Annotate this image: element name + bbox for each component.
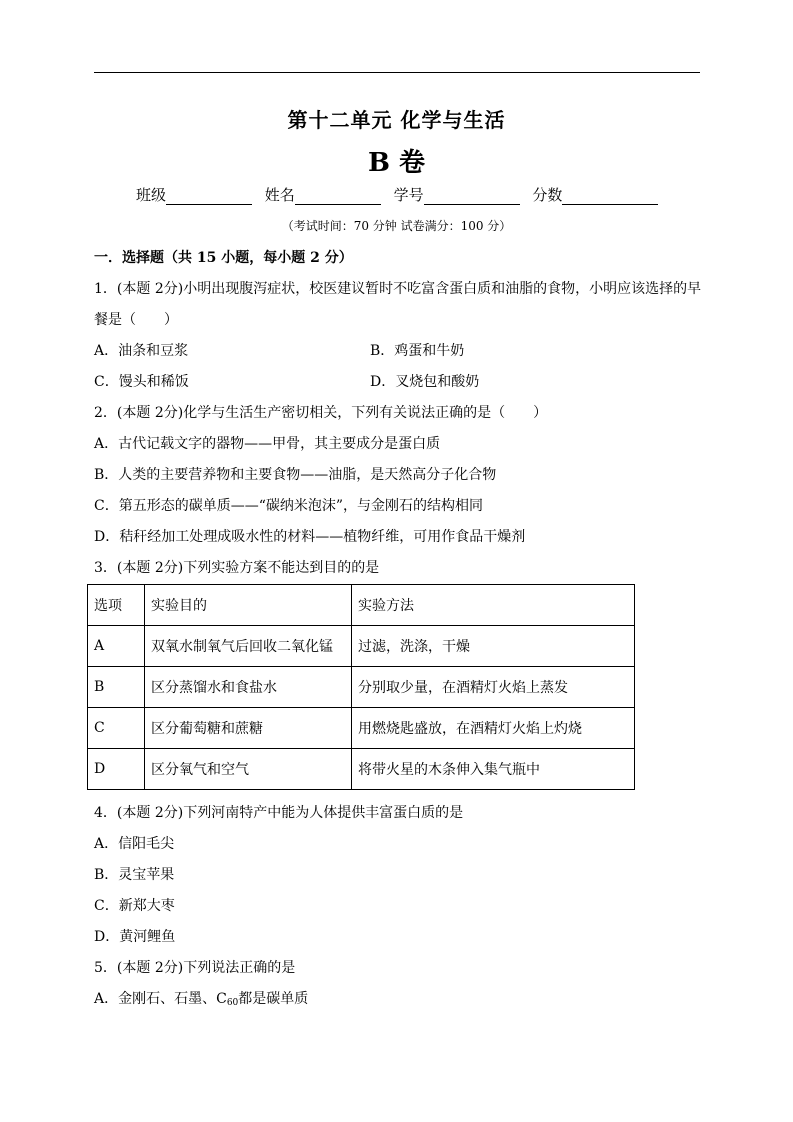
- header-rule: [94, 72, 700, 73]
- page-title: 第十二单元 化学与生活: [287, 108, 506, 132]
- q4-option-c: C．新郑大枣: [94, 898, 175, 914]
- q5-option-a-text: A．金刚石、石墨、C: [94, 991, 227, 1007]
- q2-stem: 2．(本题 2分)化学与生活生产密切相关，下列有关说法正确的是（ ）: [94, 405, 548, 421]
- section-title: 一．选择题（共 15 小题，每小题 2 分）: [94, 250, 353, 266]
- table-cell: C: [88, 708, 145, 749]
- table-header-cell: 选项: [88, 585, 145, 626]
- table-cell: A: [88, 626, 145, 667]
- q5-subscript: 60: [226, 998, 239, 1008]
- table-cell: 双氧水制氧气后回收二氧化锰: [145, 626, 352, 667]
- q1-stem-line1: 1．(本题 2分)小明出现腹泻症状，校医建议暂时不吃富含蛋白质和油脂的食物，小明应该选择的早: [94, 281, 702, 297]
- q5-option-a-suffix: 都是碳单质: [238, 991, 309, 1007]
- table-cell: D: [88, 749, 145, 790]
- q2-option-d: D．秸秆经加工处理成吸水性的材料——植物纤维，可用作食品干燥剂: [94, 529, 526, 545]
- q2-option-b: B．人类的主要营养物和主要食物——油脂，是天然高分子化合物: [94, 467, 497, 483]
- class-field[interactable]: [166, 188, 252, 205]
- table-header-row: [88, 585, 635, 626]
- q4-stem: 4．(本题 2分)下列河南特产中能为人体提供丰富蛋白质的是: [94, 805, 464, 821]
- class-label: 班级: [136, 186, 167, 204]
- q2-option-c: C．第五形态的碳单质——“碳纳米泡沫”，与金刚石的结构相同: [94, 498, 484, 514]
- q1-option-d: D．叉烧包和酸奶: [370, 374, 480, 390]
- q4-option-d: D．黄河鲤鱼: [94, 929, 176, 945]
- table-row: [88, 749, 635, 790]
- table-row: [88, 667, 635, 708]
- table-cell: 将带火星的木条伸入集气瓶中: [352, 749, 635, 790]
- score-field[interactable]: [562, 188, 658, 205]
- q3-table: [87, 584, 635, 790]
- q1-option-a: A．油条和豆浆: [94, 343, 189, 359]
- q5-stem: 5．(本题 2分)下列说法正确的是: [94, 960, 296, 976]
- paper-version: B 卷: [367, 148, 426, 178]
- q4-option-b: B．灵宝苹果: [94, 867, 175, 883]
- q1-stem-line2: 餐是（ ）: [94, 312, 178, 328]
- exam-note: （考试时间：70 分钟 试卷满分：100 分）: [281, 219, 512, 233]
- table-cell: B: [88, 667, 145, 708]
- table-header-cell: 实验目的: [145, 585, 352, 626]
- number-label: 学号: [393, 186, 424, 204]
- number-field[interactable]: [424, 188, 520, 205]
- table-cell: 区分氧气和空气: [145, 749, 352, 790]
- q3-stem: 3．(本题 2分)下列实验方案不能达到目的的是: [94, 560, 380, 576]
- table-cell: 分别取少量，在酒精灯火焰上蒸发: [352, 667, 635, 708]
- table-cell: 区分蒸馏水和食盐水: [145, 667, 352, 708]
- name-label: 姓名: [264, 186, 295, 204]
- name-field[interactable]: [295, 188, 381, 205]
- score-label: 分数: [532, 186, 563, 204]
- table-row: [88, 626, 635, 667]
- table-row: [88, 708, 635, 749]
- student-info-row: [136, 184, 666, 205]
- q5-option-a: [94, 988, 308, 1008]
- q1-option-b: B．鸡蛋和牛奶: [370, 343, 465, 359]
- q1-option-c: C．馒头和稀饭: [94, 374, 189, 390]
- table-cell: 区分葡萄糖和蔗糖: [145, 708, 352, 749]
- q2-option-a: A．古代记载文字的器物——甲骨，其主要成分是蛋白质: [94, 436, 441, 452]
- q4-option-a: A．信阳毛尖: [94, 836, 175, 852]
- table-cell: 过滤，洗涤，干燥: [352, 626, 635, 667]
- table-header-cell: 实验方法: [352, 585, 635, 626]
- table-cell: 用燃烧匙盛放，在酒精灯火焰上灼烧: [352, 708, 635, 749]
